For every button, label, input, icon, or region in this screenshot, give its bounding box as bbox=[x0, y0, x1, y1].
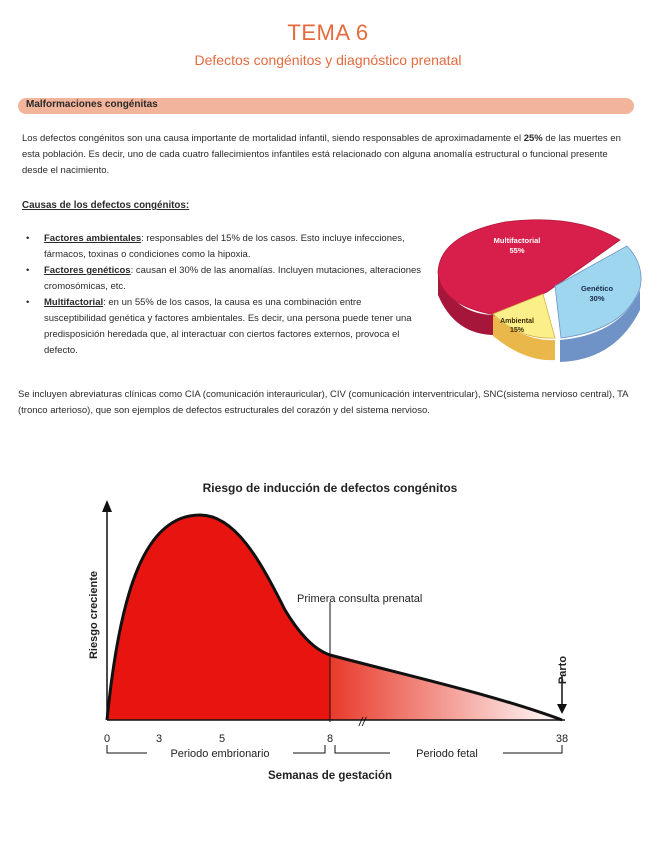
embryonic-period-label: Periodo embrionario bbox=[170, 748, 270, 760]
fetal-period-label: Periodo fetal bbox=[416, 748, 478, 760]
intro-text-1: Los defectos congénitos son una causa importante de mortalidad infantil, siendo responsables de aproximadamente el bbox=[22, 133, 524, 144]
tick-label: 5 bbox=[218, 733, 226, 745]
tick-label: 8 bbox=[326, 733, 334, 745]
cause-term: Multifactorial bbox=[44, 297, 104, 308]
causes-heading: Causas de los defectos congénitos: bbox=[22, 200, 190, 211]
tick-label: 38 bbox=[555, 733, 569, 745]
down-arrow-icon bbox=[557, 704, 567, 714]
y-axis-label: Riesgo creciente bbox=[88, 570, 100, 660]
list-item bbox=[24, 231, 424, 263]
intro-text-2: de las muertes en esta población. Es decir, uno de cada cuatro fallecimientos infantiles está relacionado con alguna anomalía estructural o funcional presente desde el nacimiento. bbox=[22, 133, 621, 176]
cause-text: : causan el 30% de las anomalías. Incluyen mutaciones, alteraciones cromosómicas, etc. bbox=[44, 265, 422, 292]
causes-list bbox=[24, 231, 424, 359]
cause-text: : responsables del 15% de los casos. Esto incluye infecciones, fármacos, toxinas o condiciones como la hipoxia. bbox=[44, 233, 405, 260]
pie-pct-multifactorial: 55% bbox=[509, 246, 525, 255]
list-item bbox=[24, 263, 424, 295]
bullet-dot: • bbox=[26, 233, 30, 244]
cause-text: : en un 55% de los casos, la causa es una combinación entre susceptibilidad genética y factores ambientales. Es decir, una persona puede tener una predisposición heredada que, al interactuar con ciertos factores externos, provoca el defecto. bbox=[44, 297, 412, 356]
causes-pie-chart bbox=[435, 210, 645, 375]
bullet-dot: • bbox=[26, 297, 30, 308]
y-axis-arrow-icon bbox=[102, 500, 112, 512]
chart-title: Riesgo de inducción de defectos congénitos bbox=[202, 481, 458, 495]
axis-break-mark: // bbox=[359, 715, 366, 729]
tick-label: 3 bbox=[155, 733, 163, 745]
pie-label-genetico: Genético bbox=[580, 284, 614, 293]
embryonic-area bbox=[107, 515, 330, 720]
page-subtitle: Defectos congénitos y diagnóstico prenatal bbox=[194, 52, 462, 68]
section-title: Malformaciones congénitas bbox=[26, 99, 158, 110]
bullet-dot: • bbox=[26, 265, 30, 276]
section-header bbox=[18, 98, 634, 114]
x-axis-label: Semanas de gestación bbox=[268, 770, 392, 782]
list-item bbox=[24, 295, 424, 359]
risk-chart bbox=[75, 470, 595, 790]
pie-pct-genetico: 30% bbox=[589, 294, 605, 303]
page-title: TEMA 6 bbox=[287, 20, 369, 45]
cause-term: Factores ambientales bbox=[44, 233, 142, 244]
intro-paragraph bbox=[22, 131, 622, 179]
pie-label-ambiental: Ambiental bbox=[500, 318, 534, 325]
abbreviations-paragraph: Se incluyen abreviaturas clínicas como CIA (comunicación interauricular), CIV (comunicación interventricular), SNC(sistema nervioso central), TA (tronco arterioso), que son ejemplos de defectos estructurales del corazón y del sistema nervioso. bbox=[18, 389, 628, 416]
pie-label-multifactorial: Multifactorial bbox=[493, 236, 541, 245]
cause-term: Factores genéticos bbox=[44, 265, 131, 276]
pie-pct-ambiental: 15% bbox=[509, 327, 525, 334]
first-consult-label: Primera consulta prenatal bbox=[297, 593, 423, 605]
tick-label: 0 bbox=[103, 733, 111, 745]
intro-highlight: 25% bbox=[523, 133, 543, 144]
parto-label: Parto bbox=[557, 655, 569, 685]
